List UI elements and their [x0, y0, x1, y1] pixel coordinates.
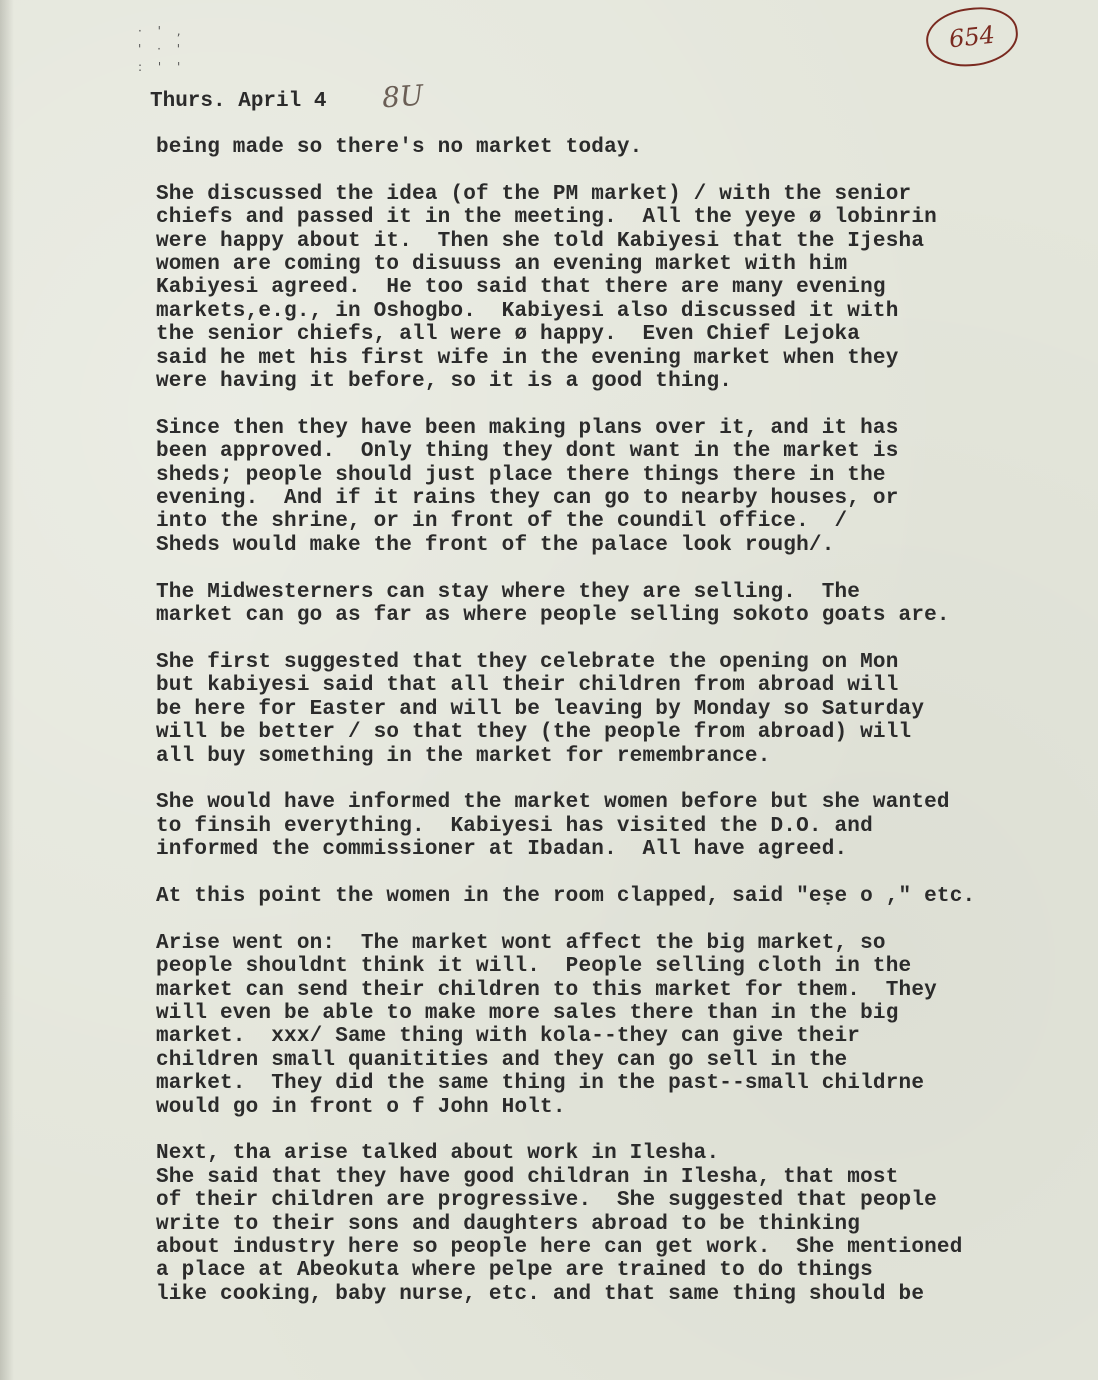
document-body	[156, 136, 1086, 1330]
paragraph	[156, 885, 1086, 908]
text-line: markets,e.g., in Oshogbo. Kabiyesi also discussed it with	[156, 299, 899, 323]
text-line: of their children are progressive. She suggested that people	[156, 1189, 937, 1213]
text-line: She said that they have good childran in Ilesha, that most	[156, 1165, 899, 1189]
text-line: were happy about it. Then she told Kabiyesi that the Ijesha	[156, 229, 925, 253]
text-line: to finsih everything. Kabiyesi has visited the D.O. and	[156, 814, 873, 838]
margin-marks: · ' , ' · ' : ' '	[138, 24, 187, 74]
page-edge-shadow	[0, 0, 14, 1380]
text-line: sheds; people should just place there things there in the	[156, 463, 886, 487]
text-line: been approved. Only thing they dont want in the market is	[156, 440, 899, 464]
text-line: will even be able to make more sales there than in the big	[156, 1001, 899, 1025]
text-line: Kabiyesi agreed. He too said that there are many evening	[156, 276, 886, 300]
handwritten-annotation: 8U	[380, 78, 425, 115]
paragraph	[156, 417, 1086, 557]
text-line: would go in front o f John Holt.	[156, 1095, 566, 1119]
paragraph	[156, 183, 1086, 394]
text-line: market. They did the same thing in the past--small childrne	[156, 1072, 925, 1096]
text-line: like cooking, baby nurse, etc. and that same thing should be	[156, 1282, 925, 1306]
text-line: said he met his first wife in the evening market when they	[156, 346, 899, 370]
text-line: a place at Abeokuta where pelpe are trained to do things	[156, 1259, 873, 1283]
paragraph	[156, 136, 1086, 159]
text-line: Arise went on: The market wont affect the big market, so	[156, 931, 886, 955]
text-line: She would have informed the market women before but she wanted	[156, 791, 950, 815]
circled-page-number: 654	[923, 3, 1021, 70]
text-line: were having it before, so it is a good thing.	[156, 370, 733, 394]
text-line: Since then they have been making plans over it, and it has	[156, 416, 899, 440]
text-line: informed the commissioner at Ibadan. All have agreed.	[156, 838, 848, 862]
text-line: At this point the women in the room clapped, said "eṣe o ," etc.	[156, 884, 976, 908]
text-line: will be better / so that they (the people from abroad) will	[156, 721, 912, 745]
text-line: women are coming to disuuss an evening market with him	[156, 253, 848, 277]
text-line: She discussed the idea (of the PM market) / with the senior	[156, 182, 912, 206]
text-line: write to their sons and daughters abroad to be thinking	[156, 1212, 861, 1236]
text-line: The Midwesterners can stay where they are selling. The	[156, 580, 861, 604]
text-line: being made so there's no market today.	[156, 136, 643, 159]
paragraph	[156, 791, 1086, 861]
text-line: all buy something in the market for remembrance.	[156, 744, 771, 768]
paragraph	[156, 1142, 1086, 1306]
text-line: but kabiyesi said that all their children from abroad will	[156, 674, 899, 698]
text-line: people shouldnt think it will. People selling cloth in the	[156, 955, 912, 979]
text-line: market can send their children to this market for them. They	[156, 978, 937, 1002]
text-line: Sheds would make the front of the palace look rough/.	[156, 533, 835, 557]
text-line: about industry here so people here can get work. She mentioned	[156, 1235, 963, 1259]
paragraph	[156, 932, 1086, 1119]
paragraph	[156, 581, 1086, 628]
text-line: evening. And if it rains they can go to nearby houses, or	[156, 487, 899, 511]
text-line: She first suggested that they celebrate the opening on Mon	[156, 650, 899, 674]
text-line: chiefs and passed it in the meeting. All the yeye ø lobinrin	[156, 206, 937, 230]
text-line: market. xxx/ Same thing with kola--they can give their	[156, 1025, 861, 1049]
text-line: Next, tha arise talked about work in Ilesha.	[156, 1142, 720, 1166]
text-line: be here for Easter and will be leaving by Monday so Saturday	[156, 697, 925, 721]
paragraph	[156, 651, 1086, 768]
text-line: market can go as far as where people selling sokoto goats are.	[156, 604, 950, 628]
text-line: into the shrine, or in front of the coundil office. /	[156, 510, 848, 534]
date-line: Thurs. April 4	[150, 90, 327, 113]
text-line: children small quanitities and they can go sell in the	[156, 1048, 848, 1072]
text-line: the senior chiefs, all were ø happy. Even Chief Lejoka	[156, 323, 861, 347]
